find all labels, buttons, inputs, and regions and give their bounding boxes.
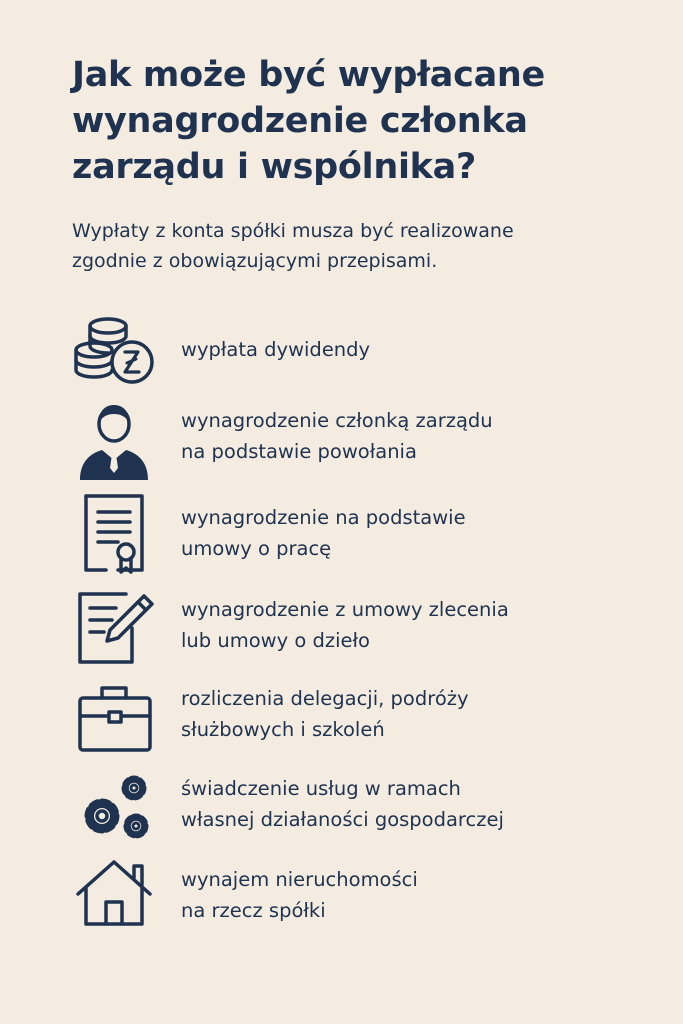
- list-item-label-line-2: na rzecz spółki: [181, 899, 326, 922]
- title-line-3: zarządu i wspólnika?: [72, 147, 476, 187]
- briefcase-icon: [72, 680, 156, 760]
- list-item-label-line-1: wynajem nieruchomości: [181, 868, 418, 891]
- document-pencil-icon: [72, 588, 156, 668]
- list-item-label-line-1: wypłata dywidendy: [181, 338, 371, 361]
- title-line-1: Jak może być wypłacane: [72, 55, 545, 95]
- list-item-label: [181, 405, 493, 467]
- gears-icon: [72, 770, 156, 850]
- list-item-board-member: [72, 402, 632, 482]
- list-item-own-business: [72, 770, 632, 850]
- list-item-label-line-1: wynagrodzenie z umowy zlecenia: [181, 598, 509, 621]
- list-item-label-line-1: rozliczenia delegacji, podróży: [181, 687, 469, 710]
- list-item-label-line-2: własnej działaności gospodarczej: [181, 808, 504, 831]
- list-item-label: [181, 594, 509, 656]
- house-icon: [72, 858, 156, 938]
- list-item-label: [181, 683, 469, 745]
- contract-certificate-icon: [72, 494, 156, 574]
- title-line-2: wynagrodzenie członka: [72, 101, 528, 141]
- page-title: [72, 52, 632, 190]
- list-item-label: [181, 773, 504, 835]
- list-item-label-line-2: służbowych i szkoleń: [181, 718, 385, 741]
- subtitle-line-1: Wypłaty z konta spółki musza być realizowane: [72, 220, 514, 242]
- list-item-label: [181, 334, 370, 365]
- coins-zloty-icon: [72, 312, 156, 392]
- subtitle: [72, 216, 632, 276]
- list-item-employment-contract: [72, 494, 632, 574]
- list-item-label-line-2: na podstawie powołania: [181, 440, 417, 463]
- list-item-dividend: [72, 312, 632, 392]
- businessman-icon: [72, 402, 156, 482]
- list-item-label-line-1: świadczenie usług w ramach: [181, 777, 461, 800]
- list-item-label: [181, 502, 466, 564]
- infographic: [72, 52, 632, 276]
- list-item-business-trips: [72, 680, 632, 760]
- list-item-property-rental: [72, 858, 632, 938]
- list-item-label-line-2: umowy o pracę: [181, 537, 332, 560]
- list-item-label-line-1: wynagrodzenie członką zarządu: [181, 409, 493, 432]
- list-item-label-line-1: wynagrodzenie na podstawie: [181, 506, 466, 529]
- list-item-label: [181, 864, 418, 926]
- list-item-label-line-2: lub umowy o dzieło: [181, 629, 370, 652]
- list-item-civil-contract: [72, 588, 632, 668]
- subtitle-line-2: zgodnie z obowiązującymi przepisami.: [72, 250, 438, 272]
